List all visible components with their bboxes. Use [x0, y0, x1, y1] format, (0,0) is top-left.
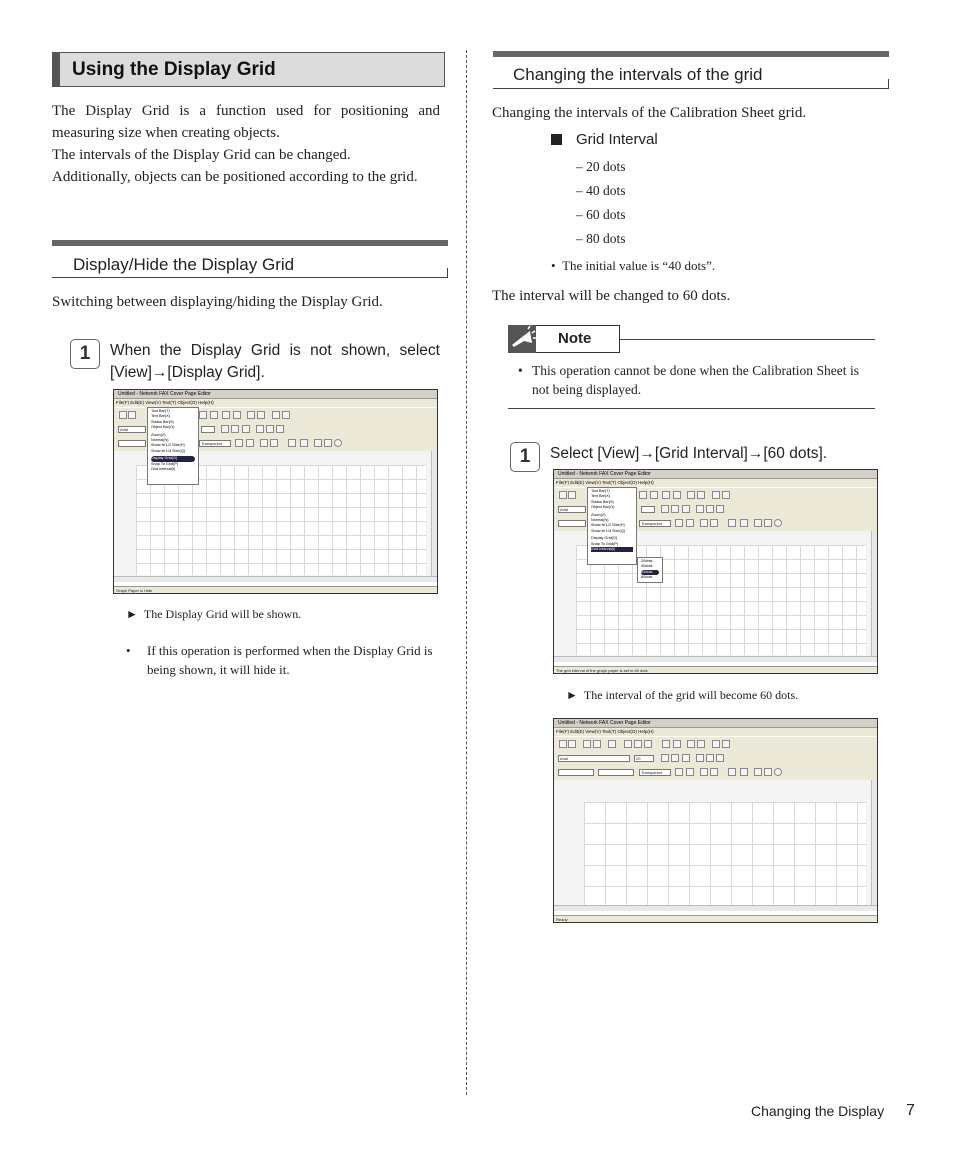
open-icon — [128, 411, 136, 419]
section-title: Using the Display Grid — [72, 59, 276, 80]
subsection-desc-right: Changing the intervals of the Calibration Sheet grid. — [492, 105, 807, 121]
window-menubar: File(F) Edit(E) View(V) Text(T) Object(O) Help(H) — [554, 728, 877, 736]
line-icon — [728, 768, 736, 776]
view-menu-item: Text Bar(X) — [591, 494, 610, 499]
page-number: 7 — [906, 1102, 915, 1119]
paste-icon — [199, 411, 207, 419]
table-icon — [710, 519, 718, 527]
italic-icon — [671, 505, 679, 513]
line-icon — [288, 439, 296, 447]
font-icon — [235, 439, 243, 447]
print-icon — [593, 740, 601, 748]
document-canvas — [554, 780, 871, 905]
vertical-scrollbar — [431, 451, 437, 576]
window-titlebar: Untitled - Network FAX Cover Page Editor — [114, 390, 437, 399]
horizontal-scrollbar — [554, 905, 877, 911]
view-menu-item: Object Bar(O) — [591, 505, 615, 510]
view-menu-item: Zoom(Z) — [151, 432, 166, 437]
new-icon — [559, 491, 567, 499]
view-menu-item: Normal(N) — [151, 438, 169, 443]
italic-icon — [671, 754, 679, 762]
font-name-field: Arial — [558, 755, 630, 762]
result-left-text: The Display Grid will be shown. — [143, 607, 302, 621]
view-menu-item: Tool Bar(T) — [591, 489, 610, 493]
image-icon — [700, 768, 708, 776]
view-menu-item: Snap To Grid(P) — [151, 461, 179, 466]
submenu-item-highlight: 60dots — [641, 570, 659, 575]
align-right-icon — [716, 505, 724, 513]
vertical-scrollbar — [871, 780, 877, 905]
option-item: – 60 dots — [576, 207, 626, 222]
view-menu-item-highlight: Display Grid(G) — [151, 456, 195, 461]
display-grid — [584, 802, 866, 905]
square-bullet-icon — [551, 134, 562, 145]
window-toolbar — [554, 736, 877, 780]
rectangle-icon — [754, 768, 762, 776]
open-icon — [568, 491, 576, 499]
status-bar: The grid interval of the graph paper is set to 60 dots — [554, 666, 877, 673]
font-icon — [675, 519, 683, 527]
subsection-bar-left — [52, 240, 448, 246]
view-menu-item: Normal(N) — [591, 518, 609, 523]
bullet-dot: • — [551, 258, 556, 273]
result-right — [566, 688, 798, 703]
subsection-title-right: Changing the intervals of the grid — [513, 65, 763, 84]
intro-paragraph — [52, 100, 440, 188]
rounded-rect-icon — [324, 439, 332, 447]
view-menu-popup — [147, 407, 199, 485]
copy-icon — [634, 740, 642, 748]
text-icon — [686, 768, 694, 776]
delete-icon — [650, 491, 658, 499]
submenu-item: 80dots — [641, 575, 653, 580]
bullet-dot: • — [518, 363, 523, 378]
paste-icon — [644, 740, 652, 748]
arrow-icon: ► — [566, 688, 578, 702]
horizontal-scrollbar — [114, 576, 437, 582]
font-size-field — [201, 426, 215, 433]
subsection-tick-right — [888, 79, 889, 89]
option-item: – 40 dots — [576, 183, 626, 198]
screenshot-result — [553, 718, 878, 923]
bold-icon — [661, 505, 669, 513]
subsection-title-left: Display/Hide the Display Grid — [73, 255, 295, 274]
column-divider — [466, 50, 467, 1095]
note-label: Note — [558, 330, 592, 347]
align-left-icon — [256, 425, 264, 433]
front-icon — [662, 491, 670, 499]
edit-icon — [300, 439, 308, 447]
new-icon — [559, 740, 567, 748]
font-name-field: Arial — [558, 506, 586, 513]
image-icon — [700, 519, 708, 527]
fill-mode-field: Transparent — [639, 769, 671, 776]
footer-section: Changing the Display — [751, 1103, 885, 1119]
front-icon — [662, 740, 670, 748]
step-text-right: Select [View]→[Grid Interval]→[60 dots]. — [550, 445, 828, 462]
zoom-out-icon — [697, 491, 705, 499]
view-menu-item: Show at 1/2 Size(H) — [151, 443, 185, 448]
align-center-icon — [706, 754, 714, 762]
back-icon — [233, 411, 241, 419]
align-right-icon — [716, 754, 724, 762]
line-width-field — [598, 769, 634, 776]
initial-value-text: The initial value is “40 dots”. — [562, 258, 716, 273]
italic-icon — [231, 425, 239, 433]
ellipse-icon — [334, 439, 342, 447]
options-list — [576, 155, 626, 251]
zoom-out-icon — [697, 740, 705, 748]
view-menu-item: Show at 1/2 Size(H) — [591, 523, 625, 528]
underline-icon — [242, 425, 250, 433]
ellipse-icon — [774, 768, 782, 776]
view-menu-item-highlight: Grid Interval(I) — [591, 547, 633, 552]
select-arrow-icon — [712, 491, 720, 499]
line-style-field — [558, 769, 594, 776]
section-title-box — [52, 52, 445, 87]
view-menu-item: Text Bar(X) — [151, 414, 170, 419]
rounded-rect-icon — [764, 768, 772, 776]
open-icon — [568, 740, 576, 748]
table-icon — [710, 768, 718, 776]
align-right-icon — [276, 425, 284, 433]
select-arrow-icon — [272, 411, 280, 419]
submenu-item: 40dots — [641, 564, 653, 569]
result-right-text: The interval of the grid will become 60 dots. — [583, 688, 799, 702]
line-style-field — [558, 520, 586, 527]
view-menu-popup — [587, 487, 637, 565]
view-menu-item: Grid Interval(I) — [151, 467, 176, 472]
example-text: The interval will be changed to 60 dots. — [492, 288, 731, 304]
window-menubar: File(F) Edit(E) View(V) Text(T) Object(O) Help(H) — [554, 479, 877, 487]
align-center-icon — [706, 505, 714, 513]
intro-line-1: The Display Grid is a function used for positioning and measuring size when creating objects. — [52, 103, 440, 141]
initial-value-note — [551, 258, 715, 274]
status-bar: Graph Paper is Hide — [114, 586, 437, 593]
view-menu-item: Snap To Grid(P) — [591, 541, 619, 546]
rounded-rect-icon — [764, 519, 772, 527]
screenshot-display-grid — [113, 389, 438, 594]
bold-icon — [221, 425, 229, 433]
view-menu-item: Status Bar(S) — [591, 499, 614, 504]
edit-icon — [740, 768, 748, 776]
front-icon — [222, 411, 230, 419]
bullet-dot: • — [126, 643, 131, 658]
align-center-icon — [266, 425, 274, 433]
status-bar: Ready — [554, 915, 877, 922]
underline-icon — [682, 754, 690, 762]
paste-icon — [639, 491, 647, 499]
view-menu-item: Object Bar(O) — [151, 425, 175, 430]
table-icon — [270, 439, 278, 447]
print-preview-icon — [608, 740, 616, 748]
zoom-in-icon — [687, 740, 695, 748]
intro-line-3: Additionally, objects can be positioned according to the grid. — [52, 169, 418, 185]
hand-icon — [282, 411, 290, 419]
option-item: – 80 dots — [576, 231, 626, 246]
note-icon — [508, 325, 536, 353]
note-top-rule — [620, 339, 875, 340]
subsection-bar-right — [493, 51, 889, 57]
save-icon — [583, 740, 591, 748]
subsection-underline-right — [493, 88, 889, 89]
fill-mode-field: Transparent — [639, 520, 671, 527]
hand-icon — [722, 491, 730, 499]
cut-icon — [624, 740, 632, 748]
zoom-out-icon — [257, 411, 265, 419]
grid-interval-submenu — [637, 557, 663, 583]
select-arrow-icon — [712, 740, 720, 748]
view-menu-item: Display Grid(G) — [591, 536, 618, 541]
rectangle-icon — [314, 439, 322, 447]
view-menu-item: Show at 1/4 Size(Q) — [151, 448, 185, 453]
font-size-field: 20 — [634, 755, 654, 762]
zoom-in-icon — [247, 411, 255, 419]
note-text: This operation cannot be done when the Calibration Sheet is not being displayed. — [532, 363, 859, 397]
note-body — [518, 361, 859, 399]
rectangle-icon — [754, 519, 762, 527]
view-menu-item: Show at 1/4 Size(Q) — [591, 528, 625, 533]
step-number-left: 1 — [70, 339, 100, 369]
fill-mode-field: Transparent — [199, 440, 231, 447]
option-item: – 20 dots — [576, 159, 626, 174]
submenu-item: 20dots — [641, 559, 653, 563]
option-heading: Grid Interval — [576, 131, 658, 148]
subsection-underline-left — [52, 277, 448, 278]
line-icon — [728, 519, 736, 527]
line-style-field — [118, 440, 146, 447]
image-icon — [260, 439, 268, 447]
step-text-left: When the Display Grid is not shown, select [View]→[Display Grid]. — [110, 342, 440, 381]
font-size-field — [641, 506, 655, 513]
subsection-desc-left: Switching between displaying/hiding the Display Grid. — [52, 294, 383, 310]
text-icon — [246, 439, 254, 447]
note-bullet-left-text: If this operation is performed when the Display Grid is being shown, it will hide it. — [147, 643, 433, 677]
window-titlebar: Untitled - Network FAX Cover Page Editor — [554, 470, 877, 479]
zoom-in-icon — [687, 491, 695, 499]
hand-icon — [722, 740, 730, 748]
vertical-scrollbar — [871, 531, 877, 656]
underline-icon — [682, 505, 690, 513]
step-number-right: 1 — [510, 442, 540, 472]
ellipse-icon — [774, 519, 782, 527]
align-left-icon — [696, 505, 704, 513]
arrow-icon: ► — [126, 607, 138, 621]
new-icon — [119, 411, 127, 419]
horizontal-scrollbar — [554, 656, 877, 662]
text-icon — [686, 519, 694, 527]
font-icon — [675, 768, 683, 776]
edit-icon — [740, 519, 748, 527]
back-icon — [673, 491, 681, 499]
screenshot-grid-interval — [553, 469, 878, 674]
intro-line-2: The intervals of the Display Grid can be changed. — [52, 147, 351, 163]
align-left-icon — [696, 754, 704, 762]
view-menu-item: Tool Bar(T) — [151, 409, 170, 413]
window-menubar: File(F) Edit(E) View(V) Text(T) Object(O) Help(H) — [114, 399, 437, 407]
result-left — [126, 607, 301, 622]
font-name-field: Arial — [118, 426, 146, 433]
view-menu-item: Status Bar(S) — [151, 419, 174, 424]
bold-icon — [661, 754, 669, 762]
delete-icon — [210, 411, 218, 419]
view-menu-item: Zoom(Z) — [591, 512, 606, 517]
subsection-tick-left — [447, 268, 448, 278]
note-bullet-left — [126, 641, 438, 679]
window-titlebar: Untitled - Network FAX Cover Page Editor — [554, 719, 877, 728]
note-bottom-rule — [508, 408, 875, 409]
back-icon — [673, 740, 681, 748]
